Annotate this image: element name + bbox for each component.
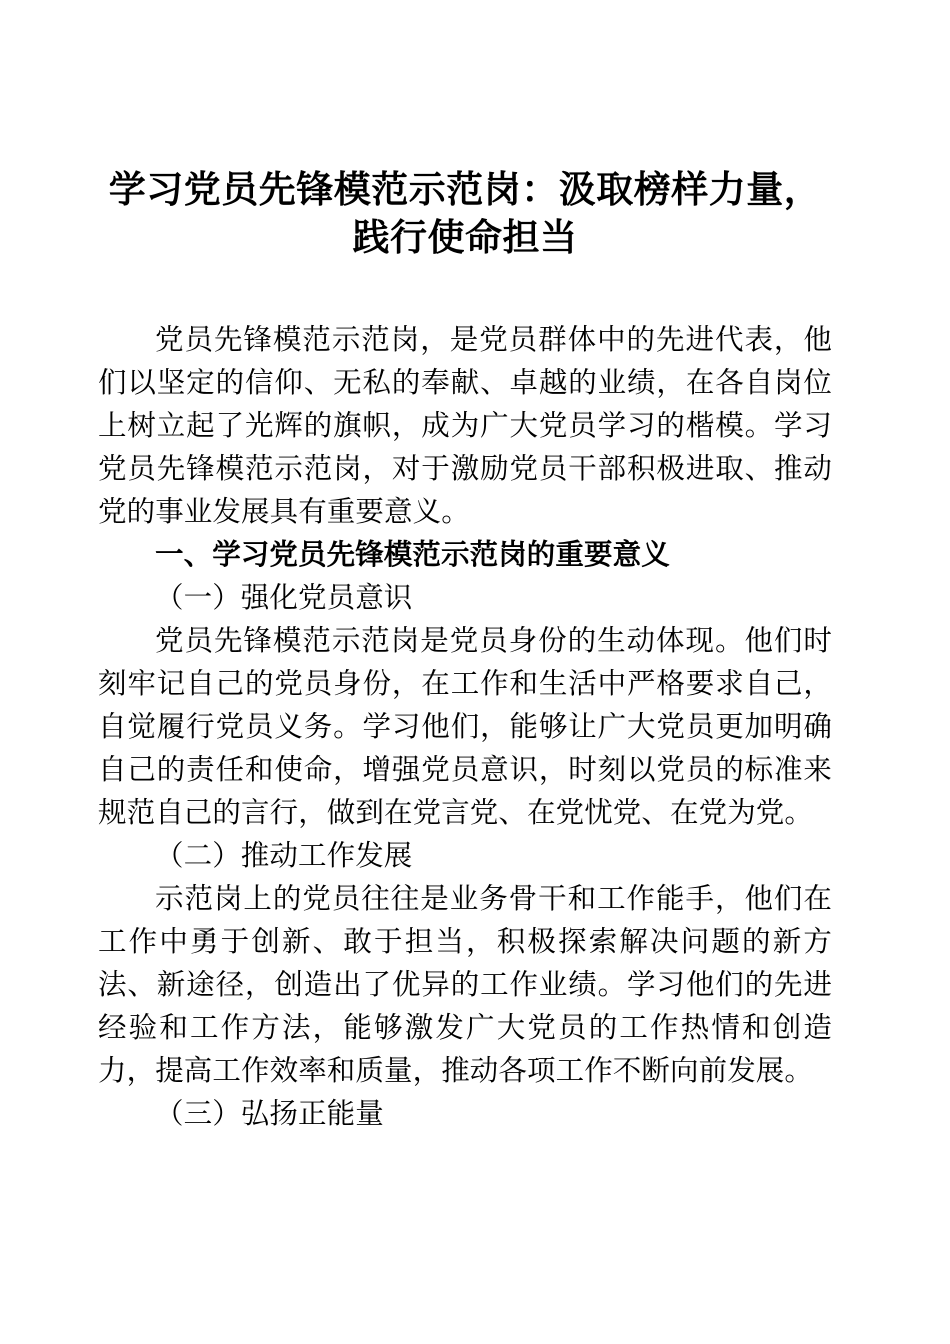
- document-content: [98, 0, 832, 1136]
- page-title: 学习党员先锋模范示范岗：汲取榜样力量，践行使命担当: [108, 169, 822, 258]
- intro-paragraph: 党员先锋模范示范岗，是党员群体中的先进代表，他们以坚定的信仰、无私的奉献、卓越的业绩，在各自岗位上树立起了光辉的旗帜，成为广大党员学习的楷模。学习党员先锋模范示范岗，对于激励党员干部积极进取、推动党的事业发展具有重要意义。: [98, 325, 832, 528]
- section-heading-1: 一、学习党员先锋模范示范岗的重要意义: [155, 539, 670, 571]
- subsection-heading-1-2: （二）推动工作发展: [155, 841, 413, 872]
- subsection-heading-1-3: （三）弘扬正能量: [155, 1099, 384, 1130]
- subsection-heading-1-1: （一）强化党员意识: [155, 583, 413, 614]
- subsection-body-1-1: 党员先锋模范示范岗是党员身份的生动体现。他们时刻牢记自己的党员身份，在工作和生活中严格要求自己，自觉履行党员义务。学习他们，能够让广大党员更加明确自己的责任和使命，增强党员意识，时刻以党员的标准来规范自己的言行，做到在党言党、在党忧党、在党为党。: [98, 626, 832, 829]
- subsection-body-1-2: 示范岗上的党员往往是业务骨干和工作能手，他们在工作中勇于创新、敢于担当，积极探索解决问题的新方法、新途径，创造出了优异的工作业绩。学习他们的先进经验和工作方法，能够激发广大党员的工作热情和创造力，提高工作效率和质量，推动各项工作不断向前发展。: [98, 884, 832, 1087]
